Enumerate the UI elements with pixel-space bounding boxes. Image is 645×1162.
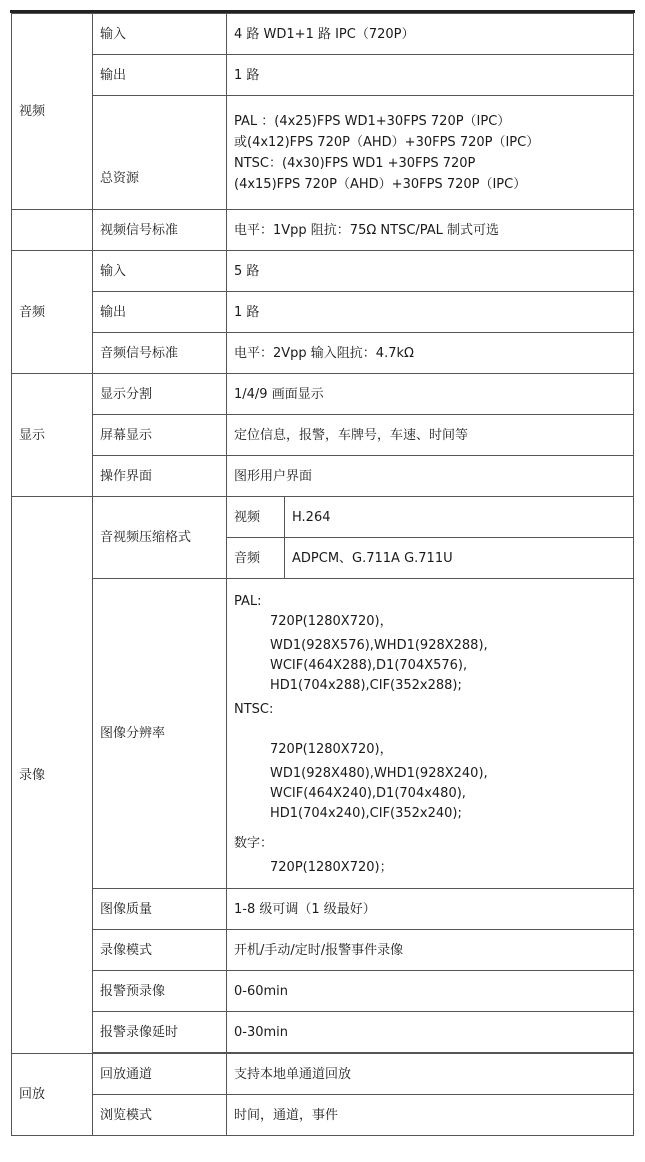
resolution-line: 720P(1280X720)； — [270, 859, 393, 875]
spec-label: 输出 — [93, 292, 227, 333]
spec-label: 图像分辨率 — [93, 579, 227, 889]
spec-label: 图像质量 — [93, 889, 227, 930]
spec-value: 1 路 — [227, 292, 634, 333]
table-row — [12, 1054, 634, 1095]
spec-value: 时间，通道，事件 — [227, 1095, 634, 1136]
resource-line: NTSC：(4x30)FPS WD1 +30FPS 720P — [234, 155, 476, 171]
table-row — [12, 456, 634, 497]
table-row — [12, 55, 634, 96]
spec-label: 录像模式 — [93, 930, 227, 971]
table-row — [12, 971, 634, 1012]
spec-value-resolution — [227, 579, 634, 889]
spec-value: 0-30min — [227, 1012, 634, 1053]
spec-label: 报警录像延时 — [93, 1012, 227, 1053]
table-row — [12, 210, 634, 251]
table-row — [12, 333, 634, 374]
spec-label: 视频信号标准 — [93, 210, 227, 251]
resolution-line: 720P(1280X720)， — [270, 613, 393, 629]
category-record: 录像 — [12, 497, 93, 1054]
resolution-line: WCIF(464X240),D1(704x480), — [270, 785, 466, 801]
spec-value: 4 路 WD1+1 路 IPC（720P） — [227, 14, 634, 55]
spec-label: 音视频压缩格式 — [93, 497, 227, 579]
spec-value: 1/4/9 画面显示 — [227, 374, 634, 415]
spec-label: 屏幕显示 — [93, 415, 227, 456]
spec-label: 操作界面 — [93, 456, 227, 497]
spec-value: 开机/手动/定时/报警事件录像 — [227, 930, 634, 971]
sub-label: 视频 — [227, 497, 285, 538]
spec-value: 1-8 级可调（1 级最好） — [227, 889, 634, 930]
spec-value: 图形用户界面 — [227, 456, 634, 497]
ntsc-title: NTSC: — [234, 701, 274, 717]
spec-label: 回放通道 — [93, 1054, 227, 1095]
table-row — [12, 96, 634, 210]
resolution-line: WD1(928X576),WHD1(928X288), — [270, 637, 488, 653]
spec-label: 输入 — [93, 14, 227, 55]
table-row — [12, 497, 634, 538]
spec-label: 输出 — [93, 55, 227, 96]
category-display: 显示 — [12, 374, 93, 497]
resource-line: (4x15)FPS 720P（AHD）+30FPS 720P（IPC） — [234, 176, 527, 192]
spec-value: 电平：2Vpp 输入阻抗：4.7kΩ — [227, 333, 634, 374]
table-row — [12, 251, 634, 292]
spec-value: 1 路 — [227, 55, 634, 96]
table-row — [12, 14, 634, 55]
table-row — [12, 374, 634, 415]
spec-value: 支持本地单通道回放 — [227, 1054, 634, 1095]
category-video: 视频 — [12, 14, 93, 210]
resolution-line: HD1(704x288),CIF(352x288); — [270, 677, 462, 693]
resolution-line: WCIF(464X288),D1(704X576), — [270, 657, 468, 673]
resource-line: 或(4x12)FPS 720P（AHD）+30FPS 720P（IPC） — [234, 134, 540, 150]
category-audio: 音频 — [12, 251, 93, 374]
spec-value: H.264 — [285, 497, 634, 538]
table-row — [12, 1012, 634, 1053]
category-empty — [12, 210, 93, 251]
resolution-line: WD1(928X480),WHD1(928X240), — [270, 765, 488, 781]
spec-label: 音频信号标准 — [93, 333, 227, 374]
table-row — [12, 292, 634, 333]
spec-label: 输入 — [93, 251, 227, 292]
spec-value: 0-60min — [227, 971, 634, 1012]
pal-title: PAL: — [234, 593, 262, 609]
category-playback: 回放 — [12, 1054, 93, 1136]
spec-label: 总资源 — [93, 96, 227, 210]
table-row — [12, 1095, 634, 1136]
spec-label: 报警预录像 — [93, 971, 227, 1012]
resolution-line: HD1(704x240),CIF(352x240); — [270, 805, 462, 821]
table-row — [12, 889, 634, 930]
table-row — [12, 930, 634, 971]
table-row — [12, 415, 634, 456]
spec-value: 定位信息，报警，车牌号，车速、时间等 — [227, 415, 634, 456]
digital-title: 数字： — [234, 835, 274, 851]
spec-table — [11, 13, 634, 1136]
resource-line: PAL ：(4x25)FPS WD1+30FPS 720P（IPC） — [234, 113, 511, 129]
spec-value-resources — [227, 96, 634, 210]
spec-value: ADPCM、G.711A G.711U — [285, 538, 634, 579]
resolution-line: 720P(1280X720)， — [270, 741, 393, 757]
table-row — [12, 579, 634, 889]
sub-label: 音频 — [227, 538, 285, 579]
spec-label: 浏览模式 — [93, 1095, 227, 1136]
spec-value: 5 路 — [227, 251, 634, 292]
spec-value: 电平：1Vpp 阻抗：75Ω NTSC/PAL 制式可选 — [227, 210, 634, 251]
spec-label: 显示分割 — [93, 374, 227, 415]
